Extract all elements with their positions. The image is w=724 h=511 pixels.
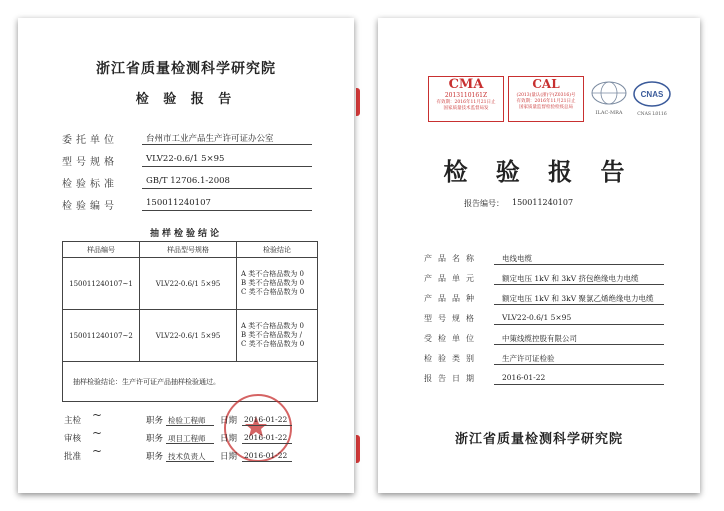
field-value: 台州市工业产品生产许可证办公室 xyxy=(146,134,274,144)
underline xyxy=(494,384,664,385)
logo-name: CAL xyxy=(532,77,560,91)
underline xyxy=(166,443,214,444)
report-no: 150011240107 xyxy=(512,198,574,207)
binder-tab xyxy=(356,88,360,116)
sample-model: VLV22-0.6/1 5×95 xyxy=(140,310,237,362)
field-label: 检验编号 xyxy=(62,201,118,212)
sig-date: 2016-01-22 xyxy=(244,451,288,460)
sig-title-label: 职务 xyxy=(146,452,164,462)
underline xyxy=(494,324,664,325)
field-value: 额定电压 1kV 和 3kV 挤包绝缘电力电缆 xyxy=(502,274,639,283)
logo-sub: 有效期：2016年11月21日止 xyxy=(516,99,576,104)
sig-title: 技术负责人 xyxy=(168,452,206,461)
sig-date-label: 日期 xyxy=(220,452,238,462)
ilac-logo xyxy=(590,80,628,114)
sig-date: 2016-01-22 xyxy=(244,433,288,442)
underline xyxy=(166,461,214,462)
underline xyxy=(494,364,664,365)
underline xyxy=(494,284,664,285)
table-row xyxy=(63,310,318,362)
column-header: 样品编号 xyxy=(63,242,140,258)
underline xyxy=(494,264,664,265)
underline xyxy=(494,304,664,305)
sample-id: 150011240107~2 xyxy=(63,310,140,362)
report-title: 检 验 报 告 xyxy=(135,92,237,107)
sig-date-label: 日期 xyxy=(220,416,238,426)
field-value: VLV22-0.6/1 5×95 xyxy=(502,313,572,322)
sig-title: 项目工程师 xyxy=(168,434,206,443)
logo-code: CNAS L0116 xyxy=(637,112,667,117)
report-title: 检 验 报 告 xyxy=(443,157,635,186)
conclusion-text: 抽样检验结论：生产许可证产品抽样检验通过。 xyxy=(63,362,318,402)
field-value: 额定电压 1kV 和 3kV 聚氯乙烯绝缘电力电缆 xyxy=(502,294,654,303)
underline xyxy=(494,344,664,345)
logo-name: CMA xyxy=(448,77,484,92)
field-value: 150011240107 xyxy=(146,198,211,208)
underline xyxy=(142,144,312,145)
cnas-logo xyxy=(632,80,672,120)
logo-org: 国家质量监督检验检疫总局 xyxy=(519,105,573,110)
logo-org: 国家质量技术监督局发 xyxy=(443,106,489,111)
sig-title-label: 职务 xyxy=(146,416,164,426)
field-label: 受检单位 xyxy=(424,334,480,343)
underline xyxy=(142,210,312,211)
logo-code: 2013110161Z xyxy=(444,92,488,99)
results-table xyxy=(62,241,318,402)
underline xyxy=(242,461,292,462)
signature-mark: ~ xyxy=(92,444,103,458)
institute-header: 浙江省质量检测科学研究院 xyxy=(96,61,276,77)
sig-role: 批准 xyxy=(64,452,82,462)
result-line: B 类不合格品数为 / xyxy=(241,331,302,339)
cma-logo xyxy=(428,76,504,122)
sample-result xyxy=(237,258,318,310)
underline xyxy=(166,425,214,426)
field-label: 型号规格 xyxy=(62,157,118,168)
section-title: 抽样检验结论 xyxy=(149,229,222,239)
field-label: 检验类别 xyxy=(424,354,480,363)
cal-logo xyxy=(508,76,584,122)
result-line: A 类不合格品数为 0 xyxy=(241,322,304,330)
field-value: 电线电缆 xyxy=(502,254,532,263)
signature-mark: ~ xyxy=(92,408,103,422)
sig-title: 检验工程师 xyxy=(168,416,206,425)
result-line: A 类不合格品数为 0 xyxy=(241,270,304,278)
logo-code: (2013)量认(浙)字(Z0316)号 xyxy=(516,93,576,98)
field-label: 委托单位 xyxy=(62,135,118,146)
underline xyxy=(142,166,312,167)
field-value: GB/T 12706.1-2008 xyxy=(146,176,230,186)
sig-role: 审核 xyxy=(64,434,82,444)
sample-result xyxy=(237,310,318,362)
field-label: 产品名称 xyxy=(424,254,480,263)
column-header: 样品型号规格 xyxy=(140,242,237,258)
underline xyxy=(242,425,292,426)
field-label: 检验标准 xyxy=(62,179,118,190)
sample-model: VLV22-0.6/1 5×95 xyxy=(140,258,237,310)
svg-text:CNAS: CNAS xyxy=(640,90,664,99)
left-report-page xyxy=(18,18,354,493)
result-line: C 类不合格品数为 0 xyxy=(241,288,305,296)
field-value: VLV22-0.6/1 5×95 xyxy=(146,154,225,164)
column-header: 检验结论 xyxy=(237,242,318,258)
underline xyxy=(242,443,292,444)
field-value: 中策线缆控股有限公司 xyxy=(502,334,577,343)
field-value: 2016-01-22 xyxy=(502,373,546,382)
field-value: 生产许可证检验 xyxy=(502,354,555,363)
sample-id: 150011240107~1 xyxy=(63,258,140,310)
sig-title-label: 职务 xyxy=(146,434,164,444)
field-label: 产品品种 xyxy=(424,294,480,303)
right-report-page xyxy=(378,18,700,493)
field-label: 报告日期 xyxy=(424,374,480,383)
logo-name: ILAC-MRA xyxy=(595,110,623,116)
logo-sub: 有效期：2016年11月21日止 xyxy=(436,100,496,105)
binder-tab xyxy=(356,435,360,463)
sig-date-label: 日期 xyxy=(220,434,238,444)
result-line: B 类不合格品数为 0 xyxy=(241,279,305,287)
institute-footer: 浙江省质量检测科学研究院 xyxy=(454,432,623,447)
report-no-label: 报告编号： xyxy=(464,199,504,208)
sig-role: 主检 xyxy=(64,416,82,426)
field-label: 产品单元 xyxy=(424,274,480,283)
sig-date: 2016-01-22 xyxy=(244,415,288,424)
table-row xyxy=(63,258,318,310)
field-label: 型号规格 xyxy=(424,314,480,323)
signature-mark: ~ xyxy=(92,426,103,440)
underline xyxy=(142,188,312,189)
result-line: C 类不合格品数为 0 xyxy=(241,340,305,348)
